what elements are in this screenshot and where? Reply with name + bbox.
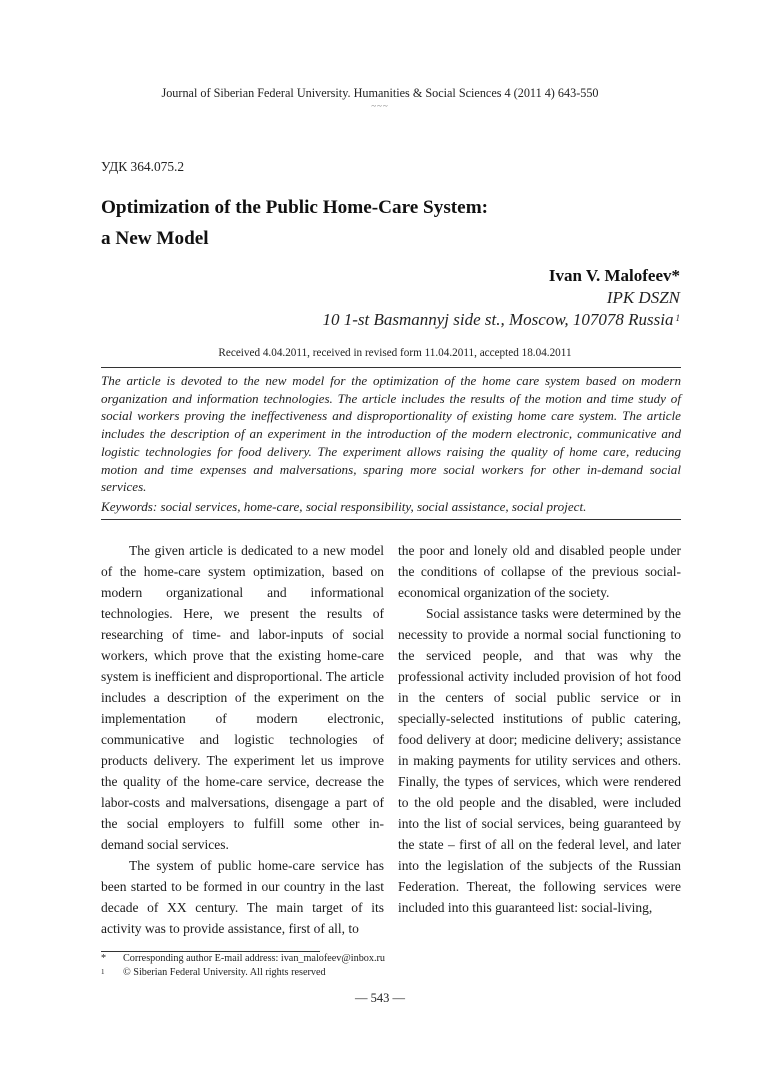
footnote-text: Corresponding author E-mail address: ivan_malofeev@inbox.ru xyxy=(123,953,386,964)
page-number: — 543 — xyxy=(355,991,405,1005)
author-address xyxy=(322,309,680,331)
footnote-mark: 1 xyxy=(101,967,105,976)
body-right-column xyxy=(398,540,681,918)
body-paragraph: The given article is dedicated to a new model of the home-care system optimization, based on modern organizational and informational technologies. Here, we present the results of researching of time- and labor-inputs of social workers, which prove that the existing home-care system is inefficient and disproportional. The article includes a description of the experiment on the implementation of modern electronic, communicative and logistic technologies of products delivery. The experiment let us improve the quality of the home-care service, decrease the labor-costs and malversations, disengage a part of the social employers to fulfill some other in-demand social services. xyxy=(101,543,384,852)
article-title xyxy=(101,192,488,254)
header-ornament: ~~~ xyxy=(371,101,389,111)
title-line-1: Optimization of the Public Home-Care System: xyxy=(101,197,489,218)
received-dates: Received 4.04.2011, received in revised form 11.04.2011, accepted 18.04.2011 xyxy=(218,347,572,359)
body-paragraph: The system of public home-care service has been started to be formed in our country in the last decade of XX century. The main target of its activity was to provide assistance, first of all, to xyxy=(101,858,384,936)
footnote-mark: * xyxy=(101,953,107,964)
footnotes xyxy=(101,952,385,979)
author-name: Ivan V. Malofeev* xyxy=(548,266,680,285)
abstract-top-rule xyxy=(101,367,681,368)
body-paragraph: the poor and lonely old and disabled people under the conditions of collapse of the previous social-economical organization of the society. xyxy=(398,543,681,600)
body-left-column xyxy=(101,540,384,939)
footnote-item xyxy=(101,966,385,980)
abstract-bottom-rule xyxy=(101,519,681,520)
title-line-2: a New Model xyxy=(101,228,209,249)
address-footnote-mark: 1 xyxy=(675,313,680,323)
udc-code: УДК 364.075.2 xyxy=(101,159,185,174)
footnote-item xyxy=(101,952,385,966)
keywords: Keywords: social services, home-care, social responsibility, social assistance, social project. xyxy=(101,499,587,514)
author-affiliation: IPK DSZN xyxy=(606,288,680,307)
footnote-text: © Siberian Federal University. All rights reserved xyxy=(123,966,326,978)
body-paragraph: Social assistance tasks were determined by the necessity to provide a normal social functioning to the serviced people, and that was why the professional activity included provision of hot food in the centers of social public service or in specially-selected institutions of public catering, food delivery at door; medicine delivery; assistance in making payments for utility services and others. Finally, the types of services, which were rendered to the old people and the disabled, were included into the list of social services, being guaranteed by the state – first of all on the federal level, and later into the legislation of the subjects of the Russian Federation. Thereat, the following services were included into this guaranteed list: social-living, xyxy=(398,606,681,915)
author-address-text: 10 1-st Basmannyj side st., Moscow, 107078 Russia xyxy=(322,310,674,329)
abstract: The article is devoted to the new model for the optimization of the home care system based on modern organization and information technologies. The article includes the results of the motion and time study of social workers proving the ineffectiveness and disproportionality of existing home care system. The article includes the description of an experiment in the introduction of the modern electronic, communicative and logistic technologies for food delivery. The experiment allows raising the quality of home care, reducing motion and time expenses and malversations, sparing more social workers for other in-demand social services. xyxy=(101,373,681,495)
journal-header: Journal of Siberian Federal University. Humanities & Social Sciences 4 (2011 4) 643-550 xyxy=(161,86,599,100)
author-block xyxy=(322,265,680,331)
